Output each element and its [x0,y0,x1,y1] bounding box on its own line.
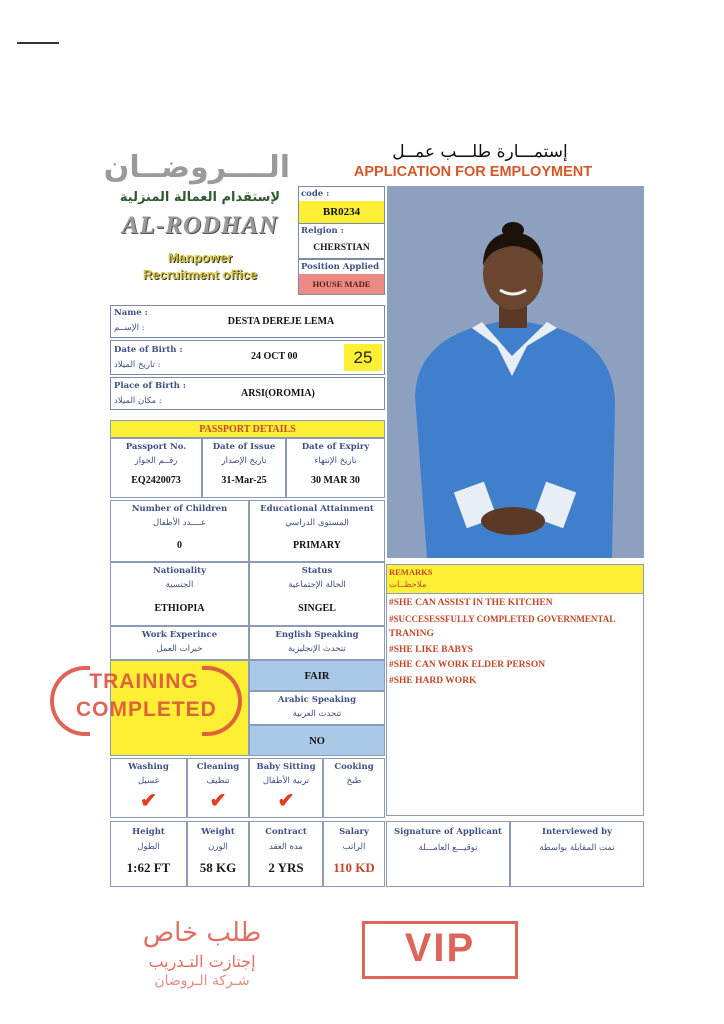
stat-label: Height [132,827,165,837]
stamp-special-line1: طلب خاص [142,918,262,948]
interview-label-ar: تمت المقابلة بواسطة [539,843,615,853]
arabic-label-ar: تتحدث العربية [292,709,342,719]
nationality-cell [110,562,249,626]
skill-label: Baby Sitting [256,762,316,772]
brand-arabic-subtitle: لإستقدام العمالة المنزلية [119,190,281,205]
english-label-ar: تتحدث الإنجليزية [288,644,346,654]
arabic-label: Arabic Speaking [277,695,357,705]
remark-line: #SHE HARD WORK [389,675,477,686]
remarks-body [386,594,644,816]
stat-label: Salary [339,827,369,837]
passport-number-label-ar: رقــم الجواز [134,456,178,466]
skill-label: Cleaning [196,762,240,772]
check-icon: ✔ [277,788,295,812]
passport-issue-label-ar: تاريخ الإصدار [221,456,267,466]
name-label: Name : [114,308,148,318]
work-experience-label: Work Experince [141,630,218,640]
remark-line: #SHE CAN ASSIST IN THE KITCHEN [389,598,553,608]
training-completed-stamp [46,660,242,742]
passport-number-label: Passport No. [125,442,187,452]
passport-expiry-label: Date of Expiry [301,442,370,452]
stat-value: 1:62 FT [126,860,171,875]
passport-expiry-label-ar: تاريخ الإنتهاء [314,456,357,466]
stat-label-ar: مدة العقد [269,842,303,852]
passport-expiry-cell [286,438,385,498]
dob-value: 24 OCT 00 [251,351,298,362]
status-value: SINGEL [298,603,336,614]
status-label-ar: الحالة الإجتماعية [288,580,346,590]
pob-label-ar: مكان الميلاد : [114,396,162,406]
remarks-label: REMARKS [389,567,433,577]
children-cell [110,500,249,562]
children-label: Number of Children [131,504,228,514]
status-cell [249,562,385,626]
name-row [110,305,385,338]
brand-latin-name: AL-RODHAN [121,212,279,239]
arabic-value: NO [249,725,385,756]
remark-line: #SUCCESESSFULLY COMPLETED GOVERNMENTAL [389,613,616,624]
signature-label-ar: توقيـــع العامـــلة [418,843,478,853]
skill-washing [110,758,187,818]
passport-number-cell [110,438,202,498]
check-icon: ✔ [140,788,157,812]
brand-line2: Recruitment office [142,267,258,282]
remark-line: #SHE CAN WORK ELDER PERSON [389,660,546,670]
skill-cleaning [187,758,249,818]
pob-value: ARSI(OROMIA) [241,388,315,399]
english-label-cell [249,626,385,660]
signature-cell [386,821,510,887]
religion-label: Relgion : [301,226,344,236]
remarks-label-ar: ملاحظــات [389,580,427,590]
education-label: Educational Attainment [260,504,374,514]
code-label: code : [301,189,330,199]
arabic-label-cell [249,691,385,725]
vip-stamp [362,921,518,979]
nationality-label: Nationality [152,566,207,576]
children-value: 0 [177,540,182,551]
skill-baby-sitting [249,758,323,818]
brand-block [103,150,290,290]
children-label-ar: عــــدد الأطفال [152,518,207,528]
pob-row [110,377,385,410]
passport-number-value: EQ2420073 [131,475,181,486]
stat-value: 2 YRS [268,860,304,875]
code-box [298,186,385,223]
nationality-value: ETHIOPIA [154,603,205,614]
education-cell [249,500,385,562]
stat-label-ar: الوزن [208,842,228,852]
applicant-photo-figure [387,186,644,558]
skill-label-ar: غسيل [137,776,160,786]
english-label: English Speaking [275,630,359,640]
interview-cell [510,821,644,887]
vip-stamp-text: VIP [404,926,476,970]
status-label: Status [301,566,333,576]
skill-label-ar: تنظيف [206,776,230,786]
applicant-photo [387,186,644,558]
interview-label: Interviewed by [541,827,613,837]
passport-expiry-value: 30 MAR 30 [311,475,360,486]
code-value: BR0234 [299,201,384,223]
passport-issue-cell [202,438,286,498]
stat-salary [323,821,385,887]
skill-label-ar: تربية الأطفال [262,776,310,786]
education-label-ar: المستوى الدراسي [285,518,349,528]
stat-contract [249,821,323,887]
nationality-label-ar: الجنسية [165,580,194,590]
stat-height [110,821,187,887]
stat-label-ar: الطول [137,842,160,852]
stat-label-ar: الراتب [342,842,366,852]
english-value: FAIR [249,660,385,691]
skill-label: Washing [128,762,169,772]
title-english: APPLICATION FOR EMPLOYMENT [353,164,593,180]
special-request-stamp [102,918,302,998]
stat-weight [187,821,249,887]
title-arabic: إستمـــارة طلـــب عمــل [392,142,568,162]
position-box [298,259,385,295]
education-value: PRIMARY [293,540,341,551]
scan-mark [17,42,59,44]
passport-header: PASSPORT DETAILS [110,420,385,438]
brand-line1: Manpower [167,250,233,265]
passport-issue-value: 31-Mar-25 [221,475,267,486]
religion-box [298,223,385,259]
skill-label: Cooking [334,762,374,772]
position-value: HOUSE MADE [299,274,384,294]
work-experience-label-cell [110,626,249,660]
skill-label-ar: طبخ [346,776,362,786]
religion-value: CHERSTIAN [313,243,370,253]
stat-value: 110 KD [333,860,375,875]
skill-cooking [323,758,385,818]
passport-issue-label: Date of Issue [212,442,276,452]
stamp-training-line2: COMPLETED [76,698,217,721]
work-experience-label-ar: خبرات العمل [156,644,203,654]
remark-line: #SHE LIKE BABYS [389,644,473,655]
stamp-special-line2: إجتازت التـدريب [148,952,256,971]
stat-label: Contract [265,827,307,837]
check-icon: ✔ [209,788,227,812]
remarks-header [386,564,644,594]
stamp-special-line3: شـركة الـروضان [154,973,250,989]
stat-label: Weight [201,827,235,837]
signature-label: Signature of Applicant [394,827,502,837]
dob-row [110,340,385,375]
dob-label: Date of Birth : [114,345,183,355]
age-value: 25 [344,344,382,371]
dob-label-ar: تاريخ الميلاد : [114,360,161,370]
name-label-ar: الإســم : [114,323,145,333]
remark-line: TRANING [389,629,434,639]
stat-value: 58 KG [199,860,237,875]
brand-arabic-name: الــــروضــان [103,150,290,185]
position-label: Position Applied [301,262,380,272]
name-value: DESTA DEREJE LEMA [227,316,335,327]
pob-label: Place of Birth : [114,381,187,391]
stamp-training-line1: TRAINING [89,670,199,693]
